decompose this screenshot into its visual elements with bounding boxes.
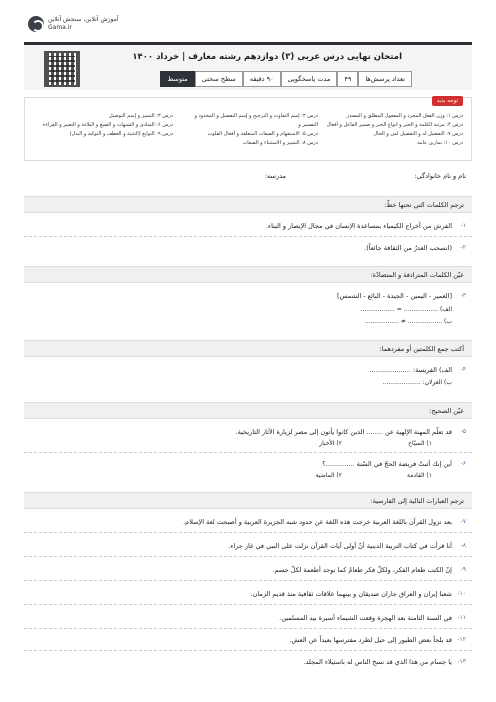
- question-number: ۶-: [460, 460, 466, 467]
- question-number: ۳-: [460, 292, 466, 299]
- question-number: ۴-: [460, 366, 466, 373]
- question-number: ۵-: [460, 428, 466, 435]
- option-2[interactable]: ۲) الأخبار: [319, 440, 342, 447]
- info-value-difficulty: متوسط: [160, 71, 194, 87]
- divider: [24, 580, 472, 581]
- answer-line-b: ب) الغزلان: ....................: [382, 379, 452, 386]
- section-title: عيّن الكلمات المترادفة و المتضادّة:: [370, 271, 464, 279]
- question-number: ۱۱-: [457, 614, 466, 621]
- option-2[interactable]: ۲) الماضية: [315, 472, 342, 479]
- brand[interactable]: [28, 16, 119, 32]
- notice-box: [24, 97, 472, 161]
- notice-item: درس ۴: مرتبة الكلمة و الخبر و انواع الخبر و ضمير الفاعل و أفعال: [326, 122, 463, 128]
- question-number: ۱۲-: [457, 636, 466, 643]
- exam-title: امتحان نهایی درس عربی (۳) دوازدهم رشته معارف | خرداد ۱۴۰۰: [132, 52, 402, 62]
- qr-code-icon[interactable]: [44, 51, 80, 87]
- notice-col-1: [323, 112, 463, 148]
- question-text: [الغمير - اليمين - الجيدة - البائع - الشمس]: [336, 292, 452, 300]
- student-name-label: نام و نام خانوادگی:: [414, 172, 466, 180]
- section-title: ترجم العبارات التالية إلى الفارسية:: [370, 497, 464, 505]
- notice-item: درس ۹: التوابع (التثنية و العطف و التوكيد و البدل): [69, 131, 173, 137]
- exam-info-row: [160, 71, 412, 87]
- question-text: إنّ الكتب طعام الفكر، ولكلّ فكر طعامٌ كما توجد أطعمة لكلّ جسم.: [272, 566, 452, 574]
- brand-line2: Gama.ir: [48, 24, 72, 31]
- notice-item: درس ۶: المنادى و الشبهات و الصيغ و البلاغة و التعبير و القراءة: [43, 122, 173, 128]
- notice-item: درس ۵: الاستفهام و الصفات المتعلقة و أفعال القلوب: [207, 131, 318, 137]
- student-info: [24, 170, 472, 184]
- info-value-duration: ۹۰ دقیقه: [243, 71, 281, 87]
- question-number: ۸-: [460, 542, 466, 549]
- question-text: قد يلجأ بعض الطيور إلى حيل لطرد مفترسها بعيداً عن العش.: [289, 636, 452, 644]
- notice-item: درس ۲: إسم التفاوت و الترجيح و إسم التفضيل و المحدود و التفسير و: [194, 113, 318, 128]
- question-text: أنا قرأت في كتاب التربية الدينية أنّ أولى آيات القرآن نزلت على النبي في غار حراء.: [228, 542, 452, 550]
- divider: [24, 628, 472, 629]
- notice-item: درس ۱: وزن الفعل المجرد و المفعول المطلق و المصدر: [346, 113, 463, 119]
- question-text: الف) الفريسة: ....................: [369, 366, 452, 374]
- section-header: [24, 402, 472, 419]
- question-number: ۱۰-: [457, 590, 466, 597]
- question-text: شعبا إيران و العراق جاران صديقان و بينهما علاقات ثقافية منذ قديم الزمان.: [250, 590, 452, 598]
- question-number: ۲-: [460, 244, 466, 251]
- school-label: مدرسه:: [264, 172, 286, 180]
- info-label-difficulty: سطح سختی: [195, 71, 243, 87]
- notice-item: درس ۳: التمييز و إسم التوصيل: [108, 113, 173, 119]
- option-1[interactable]: ۱) السيّاح: [408, 440, 432, 447]
- section-title: ترجم الكلمات التي تحتها خطّ:: [384, 201, 464, 209]
- question-text: أين إنك أثبتّ فريضة الحجّ في السّنة ..............؟: [322, 460, 452, 468]
- question-text: قد تعلّم المهنة الإلهية عن ........ الذين كانوا يأتون إلى مصر لزيارة الآثار التاريخية.: [235, 428, 452, 436]
- gama-logo-icon: [28, 16, 44, 32]
- brand-text: [48, 16, 119, 32]
- question-text: (انسحب الغدرُ من الثقافة جائعاً).: [364, 244, 452, 252]
- divider: [24, 650, 472, 651]
- question-number: ۹-: [460, 566, 466, 573]
- question-number: ۱۳-: [457, 658, 466, 665]
- answer-line-b: ب) .................. ≠ ..................: [364, 318, 452, 325]
- notice-item: درس ۱۰: تمارين عامة: [417, 140, 463, 146]
- exam-header: [24, 42, 472, 90]
- notice-item: درس ۸: التمييز و الاستثناء و الصفات: [242, 140, 318, 146]
- question-number: ۷-: [460, 518, 466, 525]
- notice-col-3: [33, 112, 173, 148]
- section-header: [24, 266, 472, 283]
- answer-line-a: الف) .................. = ..................: [360, 306, 452, 313]
- info-value-questions: ۴۹: [337, 71, 358, 87]
- notice-badge: توجه بدید: [432, 96, 463, 106]
- notice-item: درس ۷: التفضيل له و التفضيل لمن و الحال: [373, 131, 463, 137]
- section-header: [24, 196, 472, 213]
- question-text: في السنة الثامنة بعد الهجرة وقعت الشيماء أسيرة بيد المسلمين.: [279, 614, 452, 622]
- notice-col-2: [178, 112, 318, 148]
- question-text: الفرش من أخراج الكيمياء بمساعدة الإنسان في مجال الإبصار و البناء.: [265, 222, 452, 230]
- divider: [24, 556, 472, 557]
- question-text: يا جسام من هذا الذي قد نسخ الناس له باستيلاء المجلد.: [303, 658, 452, 666]
- option-1[interactable]: ۱) القادمة: [407, 472, 432, 479]
- divider: [24, 604, 472, 605]
- section-header: [24, 492, 472, 509]
- section-header: [24, 340, 472, 357]
- section-title: أكتب جمع الكلمتين أو مفردهما:: [379, 345, 464, 353]
- section-title: عيّن الصحيح:: [429, 407, 464, 415]
- divider: [24, 532, 472, 533]
- divider: [24, 236, 472, 237]
- info-label-duration: مدت پاسخگویی: [281, 71, 338, 87]
- info-label-questions: تعداد پرسش‌ها: [358, 71, 412, 87]
- brand-line1: آموزش آنلاین، سنجش آنلاین: [48, 16, 119, 23]
- question-text: بعد نزول القرآن باللغة العربية خرجت هذه اللغة عن حدود شبه الجزيرة العربية و أصبحت لغة الإسلام.: [183, 518, 452, 526]
- divider: [24, 452, 472, 453]
- question-number: ۱-: [460, 222, 466, 229]
